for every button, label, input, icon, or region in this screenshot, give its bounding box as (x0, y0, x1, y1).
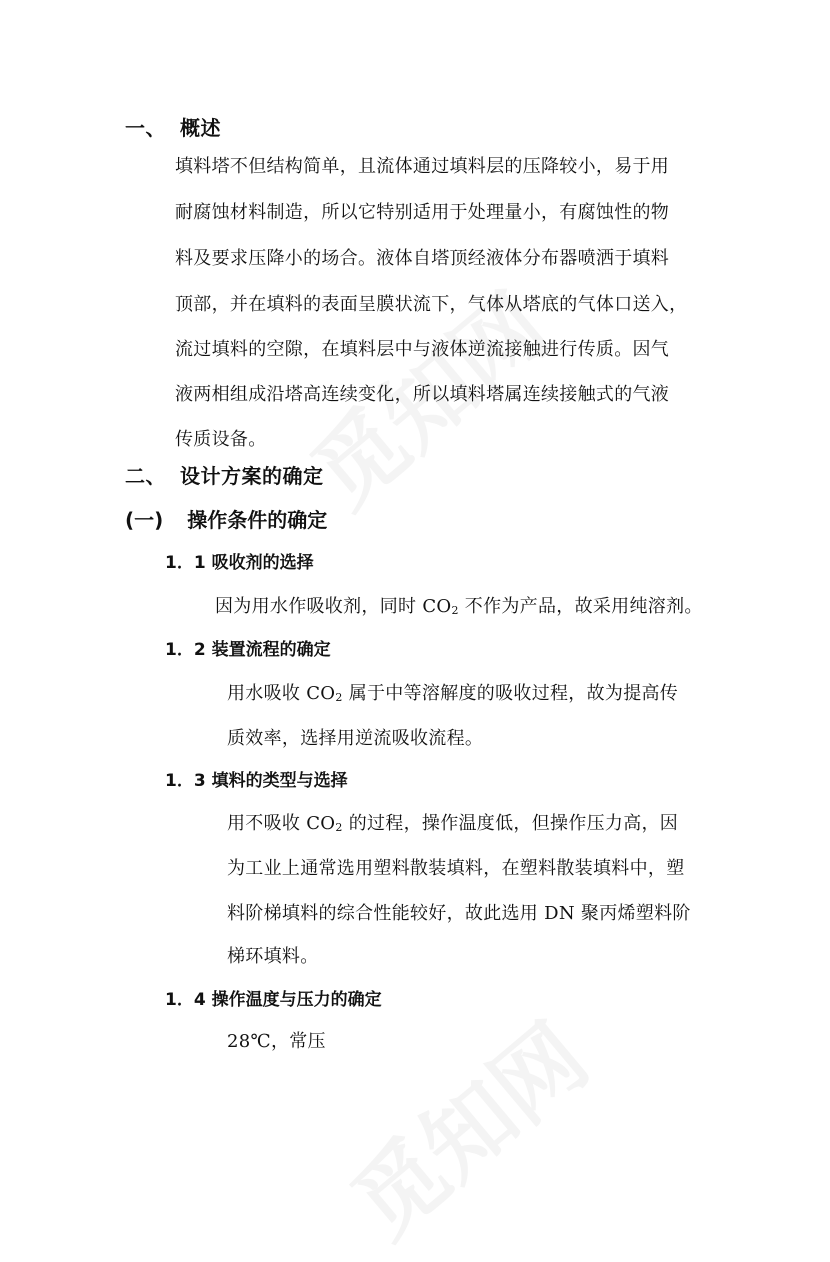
paragraph-line: 填料塔不但结构简单，且流体通过填料层的压降较小，易于用 (175, 156, 670, 177)
section-2-heading (125, 460, 324, 489)
item-1-heading: 1．1 吸收剂的选择 (165, 553, 314, 573)
item-2-heading: 1．2 装置流程的确定 (165, 640, 331, 660)
section-1-number: 一、 (125, 116, 166, 140)
item-4-line: 28℃，常压 (227, 1031, 326, 1052)
section-2-number: 二、 (125, 464, 166, 488)
item-3-line: 料阶梯填料的综合性能较好，故此选用 DN 聚丙烯塑料阶 (227, 903, 691, 924)
item-3-line: 梯环填料。 (227, 946, 319, 967)
subsection-1-title: 操作条件的确定 (187, 508, 328, 532)
paragraph-line: 流过填料的空隙，在填料层中与液体逆流接触进行传质。因气 (175, 339, 670, 360)
paragraph-line: 液两相组成沿塔高连续变化，所以填料塔属连续接触式的气液 (175, 384, 670, 405)
subsection-1-heading (125, 504, 327, 533)
item-4-heading: 1．4 操作温度与压力的确定 (165, 990, 382, 1010)
subsection-1-number: (一) (125, 508, 164, 532)
section-1-title: 概述 (180, 116, 221, 140)
paragraph-line: 耐腐蚀材料制造，所以它特别适用于处理量小，有腐蚀性的物 (175, 202, 670, 223)
item-3-line: 用不吸收 $CO_2$ 的过程，操作温度低，但操作压力高，因 (227, 813, 679, 834)
section-2-title: 设计方案的确定 (180, 464, 324, 488)
item-2-line: 用水吸收 $CO_2$ 属于中等溶解度的吸收过程，故为提高传 (227, 683, 679, 704)
paragraph-line: 传质设备。 (175, 429, 267, 450)
watermark-lower (320, 988, 610, 1261)
item-2-line: 质效率，选择用逆流吸收流程。 (227, 728, 484, 749)
section-1-heading (125, 112, 221, 141)
item-1-line: 因为用水作吸收剂，同时 $CO_2$ 不作为产品，故采用纯溶剂。 (215, 596, 703, 617)
item-3-heading: 1．3 填料的类型与选择 (165, 771, 348, 791)
paragraph-line: 顶部，并在填料的表面呈膜状流下，气体从塔底的气体口送入， (175, 294, 688, 315)
item-3-line: 为工业上通常选用塑料散装填料，在塑料散装填料中，塑 (227, 858, 685, 879)
paragraph-line: 料及要求压降小的场合。液体自塔顶经液体分布器喷洒于填料 (175, 248, 670, 269)
